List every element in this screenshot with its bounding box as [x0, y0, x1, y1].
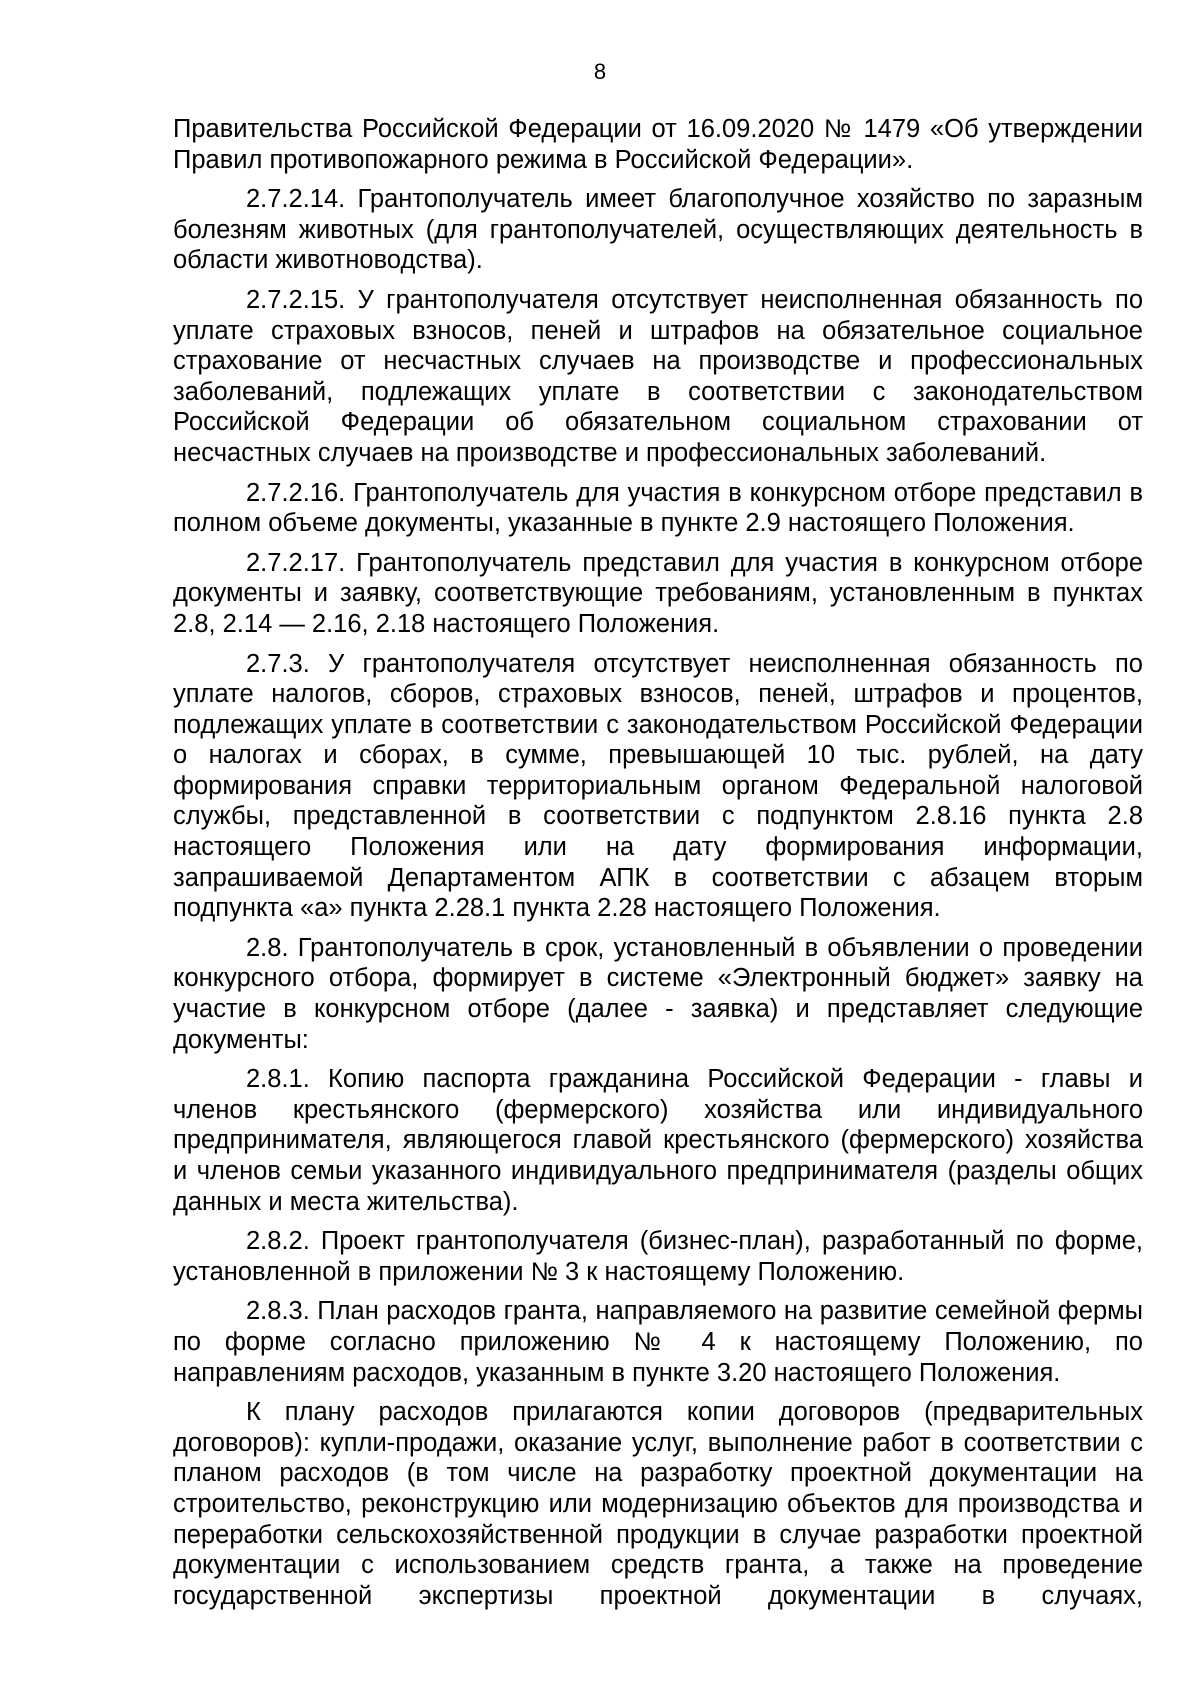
- paragraph-continuation: Правительства Российской Федерации от 16.09.2020 № 1479 «Об утверждении Правил противопожарного режима в Российской Федерации».: [173, 115, 1143, 174]
- paragraph-expense-plan-attachments: К плану расходов прилагаются копии договоров (предварительных договоров): купли-продажи, оказание услуг, выполнение работ в соответствии с планом расходов (в том числе на разработку проектной документации на строительство, реконструкцию или модернизацию объектов для производства и переработки сельскохозяйственной продукции в случае разработки проектной документации с использованием средств гранта, а также на проведение государственной экспертизы проектной документации в случаях,: [173, 1398, 1143, 1610]
- paragraph-2-7-2-14: 2.7.2.14. Грантополучатель имеет благополучное хозяйство по заразным болезням животных (для грантополучателей, осуществляющих деятельность в области животноводства).: [173, 185, 1143, 275]
- document-body: [173, 114, 1143, 1611]
- paragraph-2-8-1: 2.8.1. Копию паспорта гражданина Российской Федерации - главы и членов крестьянского (фермерского) хозяйства или индивидуального предпринимателя, являющегося главой крестьянского (фермерского) хозяйства и членов семьи указанного индивидуального предпринимателя (разделы общих данных и места жительства).: [173, 1065, 1143, 1216]
- paragraph-2-7-2-17: 2.7.2.17. Грантополучатель представил для участия в конкурсном отборе документы и заявку, соответствующие требованиям, установленным в пунктах 2.8, 2.14 — 2.16, 2.18 настоящего Положения.: [173, 548, 1143, 638]
- paragraph-2-8-3: 2.8.3. План расходов гранта, направляемого на развитие семейной фермы по форме согласно приложению № 4 к настоящему Положению, по направлениям расходов, указанным в пункте 3.20 настоящего Положения.: [173, 1297, 1143, 1387]
- paragraph-2-7-2-16: 2.7.2.16. Грантополучатель для участия в конкурсном отборе представил в полном объеме документы, указанные в пункте 2.9 настоящего Положения.: [173, 478, 1143, 538]
- page-number: 8: [593, 59, 607, 84]
- paragraph-2-8-2: 2.8.2. Проект грантополучателя (бизнес-план), разработанный по форме, установленной в приложении № 3 к настоящему Положению.: [173, 1227, 1143, 1286]
- paragraph-2-7-2-15: 2.7.2.15. У грантополучателя отсутствует неисполненная обязанность по уплате страховых взносов, пеней и штрафов на обязательное социальное страхование от несчастных случаев на производстве и профессиональных заболеваний, подлежащих уплате в соответствии с законодательством Российской Федерации об обязательном социальном страховании от несчастных случаев на производстве и профессиональных заболеваний.: [173, 285, 1143, 467]
- paragraph-2-8: 2.8. Грантополучатель в срок, установленный в объявлении о проведении конкурсного отбора, формирует в системе «Электронный бюджет» заявку на участие в конкурсном отборе (далее - заявка) и представляет следующие документы:: [173, 933, 1143, 1054]
- paragraph-2-7-3: 2.7.3. У грантополучателя отсутствует неисполненная обязанность по уплате налогов, сборов, страховых взносов, пеней, штрафов и процентов, подлежащих уплате в соответствии с законодательством Российской Федерации о налогах и сборах, в сумме, превышающей 10 тыс. рублей, на дату формирования справки территориальным органом Федеральной налоговой службы, представленной в соответствии с подпунктом 2.8.16 пункта 2.8 настоящего Положения или на дату формирования информации, запрашиваемой Департаментом АПК в соответствии с абзацем вторым подпункта «а» пункта 2.28.1 пункта 2.28 настоящего Положения.: [173, 649, 1143, 923]
